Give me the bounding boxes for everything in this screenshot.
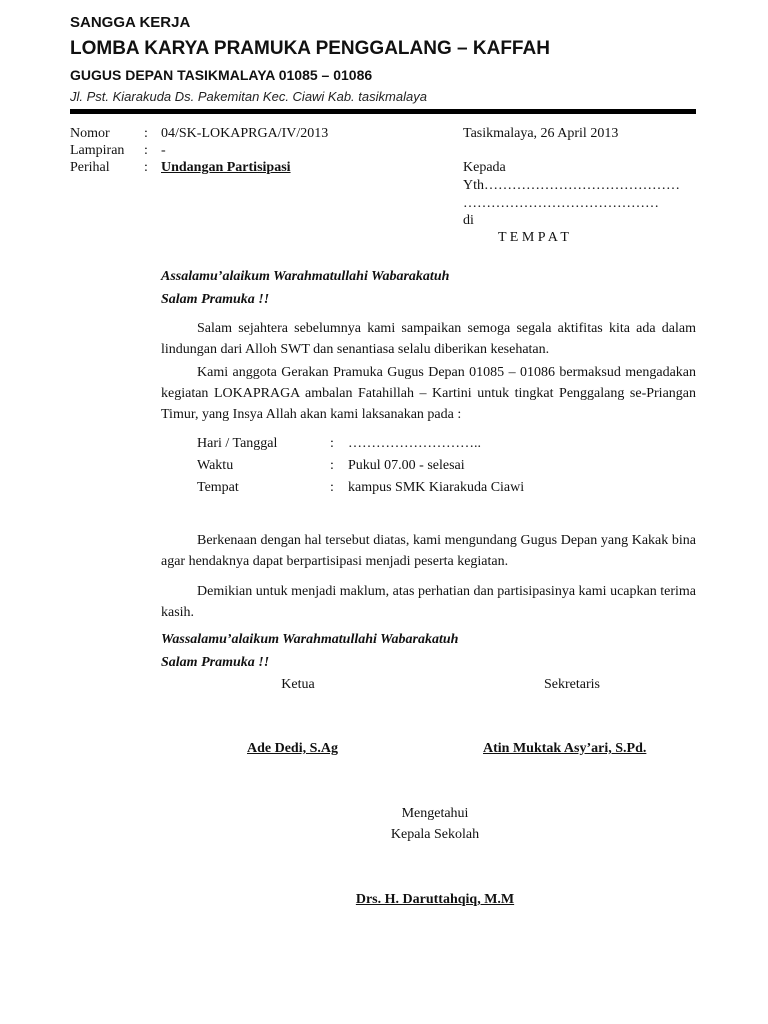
schedule-value: Pukul 07.00 - selesai — [348, 458, 465, 473]
schedule-value: kampus SMK Kiarakuda Ciawi — [348, 480, 525, 495]
nomor-label: Nomor — [70, 126, 110, 141]
colon: : — [144, 126, 148, 141]
nomor-value: 04/SK-LOKAPRGA/IV/2013 — [161, 126, 329, 141]
schedule-value: ……………………….. — [348, 436, 481, 451]
colon: : — [330, 436, 334, 451]
colon: : — [330, 458, 334, 473]
colon: : — [144, 143, 148, 158]
kepala-title: Kepala Sekolah — [390, 827, 480, 842]
body-paragraph-2: Kami anggota Gerakan Pramuka Gugus Depan 01085 – 01086 bermaksud mengadakan kegiatan LOKAPRAGA ambalan Fatahillah – Kartini untuk tingkat Penggalang se-Priangan Timur, yang Insya Allah akan kami laksanakan pada : — [161, 365, 696, 422]
colon: : — [144, 160, 148, 175]
lampiran-value: - — [161, 143, 166, 158]
schedule-label: Tempat — [197, 480, 239, 495]
sekretaris-name: Atin Muktak Asy’ari, S.Pd. — [483, 741, 647, 756]
ketua-title: Ketua — [281, 677, 315, 692]
org-name: SANGGA KERJA — [70, 14, 191, 31]
colon: : — [330, 480, 334, 495]
schedule-label: Waktu — [197, 458, 234, 473]
closing-pramuka: Salam Pramuka !! — [161, 655, 270, 670]
perihal-label: Perihal — [70, 160, 110, 175]
body-paragraph-1: Salam sejahtera sebelumnya kami sampaikan semoga segala aktifitas kita ada dalam lindungan dari Alloh SWT dan senantiasa selalu diberikan kesehatan. — [161, 321, 696, 357]
event-title: LOMBA KARYA PRAMUKA PENGGALANG – KAFFAH — [70, 38, 550, 59]
body-paragraph-4: Demikian untuk menjadi maklum, atas perhatian dan partisipasinya kami ucapkan terima kasih. — [161, 584, 696, 620]
closing-salam: Wassalamu’alaikum Warahmatullahi Wabarakatuh — [161, 632, 459, 647]
lampiran-label: Lampiran — [70, 143, 125, 158]
recipient-dots: …………………………………… — [463, 196, 659, 211]
schedule-label: Hari / Tanggal — [197, 436, 278, 451]
mengetahui-label: Mengetahui — [401, 806, 469, 821]
sekretaris-title: Sekretaris — [544, 677, 600, 692]
greeting-salam: Assalamu’alaikum Warahmatullahi Wabarakatuh — [161, 269, 450, 284]
header-divider — [70, 109, 696, 114]
recipient-tempat: T E M P A T — [498, 230, 569, 245]
kepala-name: Drs. H. Daruttahqiq, M.M — [355, 892, 515, 907]
ketua-name: Ade Dedi, S.Ag — [247, 741, 339, 756]
perihal-value: Undangan Partisipasi — [161, 160, 291, 175]
recipient-kepada: Kepada — [463, 160, 506, 175]
body-paragraph-3: Berkenaan dengan hal tersebut diatas, kami mengundang Gugus Depan yang Kakak bina agar hendaknya dapat berpartisipasi menjadi peserta kegiatan. — [161, 533, 696, 569]
group-name: GUGUS DEPAN TASIKMALAYA 01085 – 01086 — [70, 67, 373, 83]
recipient-yth: Yth…………………………………… — [463, 178, 680, 193]
place-date: Tasikmalaya, 26 April 2013 — [463, 126, 619, 141]
address: Jl. Pst. Kiarakuda Ds. Pakemitan Kec. Ciawi Kab. tasikmalaya — [70, 89, 427, 104]
recipient-di: di — [463, 213, 474, 228]
greeting-pramuka: Salam Pramuka !! — [161, 292, 270, 307]
